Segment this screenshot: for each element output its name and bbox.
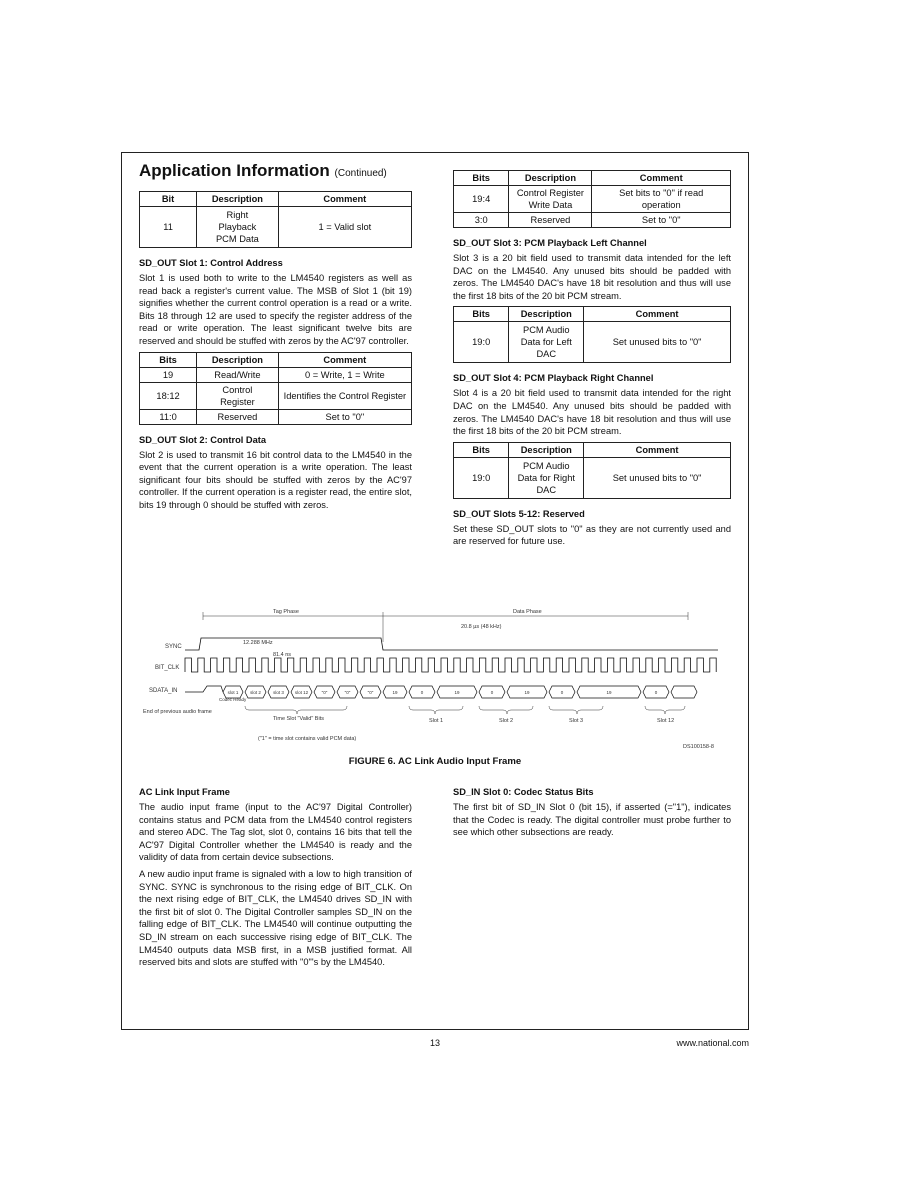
sdata-cell-label: slot 12 <box>294 690 309 695</box>
sdata-cell-label: 0 <box>490 690 494 695</box>
table-cell: Control Register <box>197 382 279 409</box>
frame-rate-label: 20.8 µs (48 kHz) <box>461 624 502 630</box>
table-row <box>454 186 731 213</box>
tag-phase-label: Tag Phase <box>273 609 299 615</box>
paragraph: The first bit of SD_IN Slot 0 (bit 15), if asserted (="1"), indicates that the Codec is ready. The digital controller must probe further to see which other subsections are ready. <box>453 802 731 838</box>
clk-period-label: 81.4 ns <box>273 652 292 658</box>
section-heading: SD_IN Slot 0: Codec Status Bits <box>453 787 594 797</box>
bitclk-label: BIT_CLK <box>155 665 180 671</box>
table-header: Comment <box>278 352 411 367</box>
table-cell: 18:12 <box>140 382 197 409</box>
left-column <box>139 160 412 516</box>
sdata-cell-label: "0" <box>367 690 374 695</box>
sdata-cell-label: "0" <box>321 690 328 695</box>
table-header: Description <box>197 192 279 207</box>
sdata-lead <box>185 686 223 692</box>
page-title: Application Information (Continued) <box>139 161 387 180</box>
table-header: Bit <box>140 192 197 207</box>
table-header: Description <box>509 171 592 186</box>
sdata-cell-label: 19 <box>606 690 612 695</box>
sdata-cell-label: slot 2 <box>250 690 261 695</box>
section-heading: SD_OUT Slots 5-12: Reserved <box>453 508 585 519</box>
table-row <box>454 322 731 363</box>
table-row <box>454 457 731 498</box>
table-cell: Reserved <box>197 409 279 424</box>
paragraph: Slot 1 is used both to write to the LM4540 registers as well as read back a register's current value. The MSB of Slot 1 (bit 19) signifies whether the current control operation is a read or a write. Bits 18 through 12 are used to specify the register address of the read or write operation. The least significant twelve bits are reserved and should be stuffed with zeros by the AC'97 controller. <box>139 273 412 346</box>
table-cell: Set to "0" <box>278 409 411 424</box>
slot3-label: Slot 3 <box>569 718 584 724</box>
sdata-cell-label: 0 <box>420 690 424 695</box>
section-heading: AC Link Input Frame <box>139 787 230 797</box>
table-cell: Read/Write <box>197 367 279 382</box>
table-header: Comment <box>592 171 731 186</box>
sync-label: SYNC <box>165 644 182 650</box>
sdata-waveform <box>185 686 697 698</box>
time-slot-note: ("1" = time slot contains valid PCM data) <box>258 736 357 742</box>
table-row <box>140 382 412 409</box>
page-number: 13 <box>429 1038 440 1048</box>
table-cell: Set unused bits to "0" <box>584 457 731 498</box>
table-cell: Right Playback PCM Data <box>197 207 279 248</box>
figure-caption: FIGURE 6. AC Link Audio Input Frame <box>348 756 522 767</box>
table-row <box>454 213 731 228</box>
right-column <box>453 170 731 552</box>
table-cell: 19:4 <box>454 186 509 213</box>
sdata-cell <box>671 686 697 698</box>
paragraph: The audio input frame (input to the AC'97 Digital Controller) contains status and PCM data from the LM4540 control registers and stereo ADC. The Tag slot, slot 0, contains 16 bits that tell the AC'97 Digital Controller whether the LM4540 is ready and the validity of data from certain device subsections. <box>139 802 412 863</box>
sdata-cell-label: 0 <box>654 690 658 695</box>
right-column-lower <box>453 786 731 843</box>
sdata-cell-label: 19 <box>524 690 530 695</box>
table-cell: 11:0 <box>140 409 197 424</box>
section-heading: SD_OUT Slot 3: PCM Playback Left Channel <box>453 238 647 248</box>
table-cell: Set unused bits to "0" <box>584 322 731 363</box>
clk-rate-label: 12.288 MHz <box>243 640 273 646</box>
slot0-tail-table <box>139 191 412 248</box>
sdata-cell-label: slot 1 <box>227 690 239 695</box>
table-cell: PCM Audio Data for Right DAC <box>509 457 584 498</box>
sdata-cell-label: 0 <box>560 690 564 695</box>
table-header: Bits <box>140 352 197 367</box>
end-prev-frame-label: End of previous audio frame <box>143 709 212 715</box>
slot1-table <box>139 352 412 425</box>
table-row <box>140 367 412 382</box>
sdata-cell-label: slot 3 <box>273 690 284 695</box>
slot12-label: Slot 12 <box>657 718 675 724</box>
table-cell: 0 = Write, 1 = Write <box>278 367 411 382</box>
table-cell: 19 <box>140 367 197 382</box>
table-cell: 11 <box>140 207 197 248</box>
table-header: Description <box>509 442 584 457</box>
table-cell: Control Register Write Data <box>509 186 592 213</box>
data-phase-label: Data Phase <box>513 609 542 615</box>
paragraph: Slot 4 is a 20 bit field used to transmit data intended for the right DAC on the LM4540. Any unused bits should be padded with zeros. The LM4540 DAC's have 18 bit resolution and thus will use the first 18 bits of the 20 bit PCM stream. <box>453 388 731 437</box>
paragraph: Slot 3 is a 20 bit field used to transmit data intended for the left DAC on the LM4540. Any unused bits should be padded with zeros. The LM4540 DAC's have 18 bit resolution and thus will use the first 18 bits of the 20 bit PCM stream. <box>453 253 731 301</box>
table-header: Description <box>197 352 279 367</box>
slot2-table <box>453 170 731 228</box>
table-cell: Set to "0" <box>592 213 731 228</box>
table-cell: 1 = Valid slot <box>278 207 411 248</box>
footer-url: www.national.com <box>676 1038 749 1048</box>
sdata-cell-label: 19 <box>392 690 398 695</box>
section-heading: SD_OUT Slot 1: Control Address <box>139 258 283 268</box>
table-row <box>140 207 412 248</box>
table-header: Bits <box>454 442 509 457</box>
table-header: Bits <box>454 171 509 186</box>
section-heading: SD_OUT Slot 2: Control Data <box>139 434 267 445</box>
slot3-table <box>453 306 731 363</box>
paragraph: Set these SD_OUT slots to "0" as they are not currently used and are reserved for future use. <box>453 523 731 547</box>
table-cell: 3:0 <box>454 213 509 228</box>
slot1-label: Slot 1 <box>429 718 444 724</box>
table-cell: Set bits to "0" if read operation <box>592 186 731 213</box>
slot2-label: Slot 2 <box>499 718 514 724</box>
table-header: Comment <box>584 307 731 322</box>
timing-diagram <box>143 606 723 754</box>
table-cell: Identifies the Control Register <box>278 382 411 409</box>
bitclk-waveform <box>185 658 716 672</box>
sdata-label: SDATA_IN <box>149 688 178 694</box>
paragraph: A new audio input frame is signaled with a low to high transition of SYNC. SYNC is synchronous to the rising edge of BIT_CLK. On the next rising edge of BIT_CLK, the LM4540 drives SD_IN with the first bit of slot 0. The Digital Controller samples SD_IN on the falling edge of BIT_CLK. The LM4540 will continue outputting the SD_IN stream on each successive rising edge of BIT_CLK. The LM4540 outputs data MSB first, in a MSB justified format. All reserved bits and slots are stuffed with "0"'s by the LM4540. <box>139 868 412 968</box>
table-header: Description <box>509 307 584 322</box>
paragraph: Slot 2 is used to transmit 16 bit control data to the LM4540 in the event that the current operation is a write operation. The least significant four bits should be stuffed with zeros by the AC'97 controller. If the current operation is a register read, the entire slot, bits 19 through 0 should be stuffed with zeros. <box>139 449 412 510</box>
table-cell: PCM Audio Data for Left DAC <box>509 322 584 363</box>
table-cell: 19:0 <box>454 457 509 498</box>
section-heading: SD_OUT Slot 4: PCM Playback Right Channel <box>453 373 654 384</box>
sdata-cell-label: 19 <box>454 690 460 695</box>
sdata-cell-label: "0" <box>344 690 351 695</box>
table-header: Bits <box>454 307 509 322</box>
table-header: Comment <box>278 192 411 207</box>
table-row <box>140 409 412 424</box>
left-column-lower <box>139 786 412 973</box>
table-cell: Reserved <box>509 213 592 228</box>
table-cell: 19:0 <box>454 322 509 363</box>
slot4-table <box>453 442 731 499</box>
table-header: Comment <box>584 442 731 457</box>
time-slot-valid-label: Time Slot "Valid" Bits <box>273 716 324 722</box>
continued-label: (Continued) <box>334 168 387 179</box>
codec-ready-label: Codec Ready <box>219 697 247 702</box>
figure-id: DS100158-8 <box>683 744 714 750</box>
